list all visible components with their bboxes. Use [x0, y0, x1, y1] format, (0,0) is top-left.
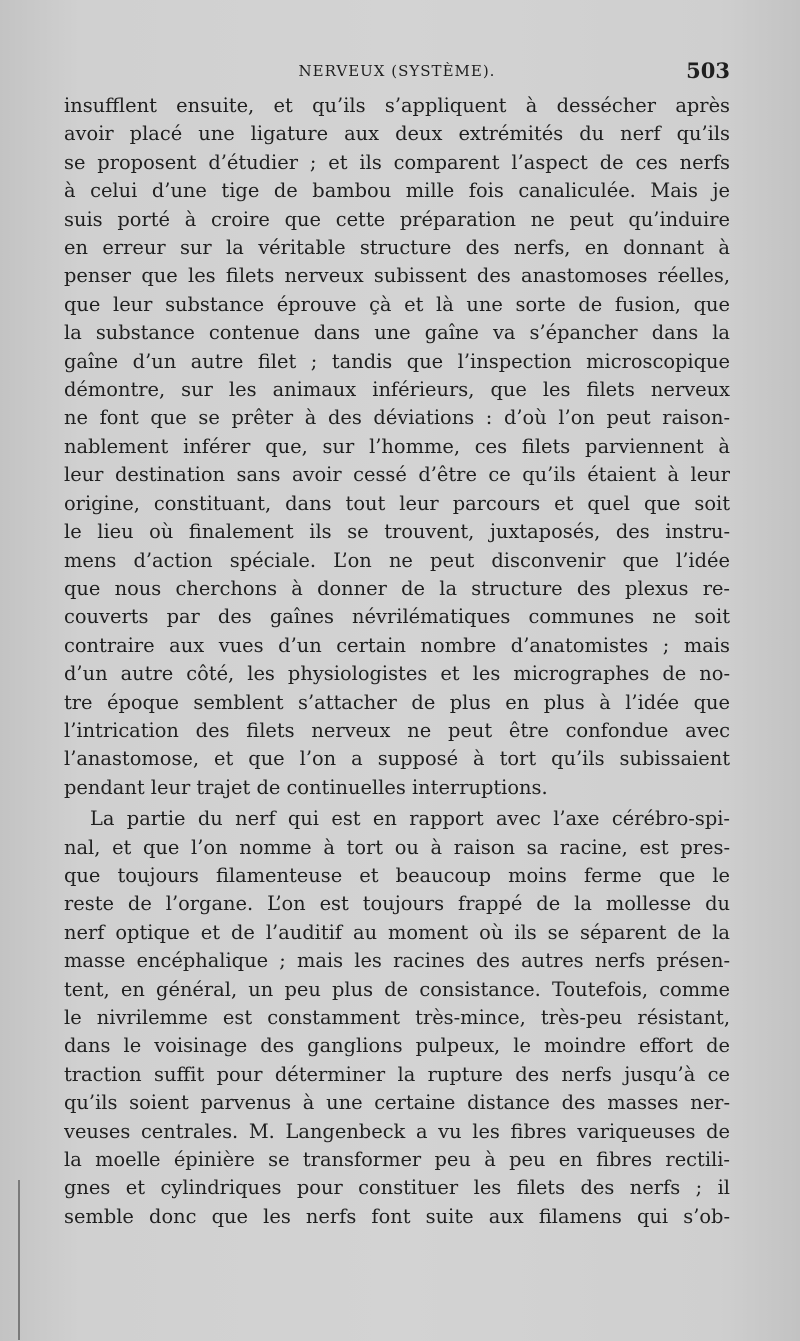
text-line: l’anastomose, et que l’on a supposé à tort qu’ils subissaient: [64, 747, 730, 771]
text-line: suis porté à croire que cette préparation ne peut qu’induire: [64, 207, 730, 231]
text-line: avoir placé une ligature aux deux extrémités du nerf qu’ils: [64, 122, 730, 146]
text-line: tent, en général, un peu plus de consistance. Toutefois, comme: [64, 977, 730, 1001]
text-line: le lieu où finalement ils se trouvent, juxtaposés, des instru-: [64, 520, 730, 544]
text-line: la moelle épinière se transformer peu à peu en fibres rectili-: [64, 1148, 730, 1172]
text-line: que nous cherchons à donner de la structure des plexus re-: [64, 576, 730, 600]
text-line: d’un autre côté, les physiologistes et les micrographes de no-: [64, 662, 730, 686]
text-line: traction suffit pour déterminer la rupture des nerfs jusqu’à ce: [64, 1062, 730, 1086]
text-line: nerf optique et de l’auditif au moment où ils se séparent de la: [64, 920, 730, 944]
text-line: tre époque semblent s’attacher de plus en plus à l’idée que: [64, 690, 730, 714]
text-line: origine, constituant, dans tout leur parcours et quel que soit: [64, 491, 730, 515]
text-line: le nivrilemme est constamment très-mince, très-peu résistant,: [64, 1006, 730, 1029]
text-line: se proposent d’étudier ; et ils comparent l’aspect de ces nerfs: [64, 150, 730, 174]
text-line: la substance contenue dans une gaîne va s’épancher dans la: [64, 321, 730, 345]
text-line: démontre, sur les animaux inférieurs, que les filets nerveux: [64, 378, 730, 402]
text-line: que leur substance éprouve çà et là une sorte de fusion, que: [64, 292, 730, 316]
paragraph-2: [64, 805, 730, 1231]
text-line: insufflent ensuite, et qu’ils s’appliquent à dessécher après: [64, 94, 730, 117]
text-line: l’intrication des filets nerveux ne peut être confondue avec: [64, 718, 730, 742]
text-line: couverts par des gaînes névrilématiques communes ne soit: [64, 605, 730, 629]
text-line: gaîne d’un autre filet ; tandis que l’inspection microscopique: [64, 349, 730, 373]
text-line: semble donc que les nerfs font suite aux filamens qui s’ob-: [64, 1204, 730, 1228]
text-line: mens d’action spéciale. L’on ne peut disconvenir que l’idée: [64, 548, 730, 572]
margin-rule: [18, 1180, 20, 1340]
page-header: [64, 58, 730, 88]
text-line: dans le voisinage des ganglions pulpeux, le moindre effort de: [64, 1034, 730, 1058]
text-line: nal, et que l’on nomme à tort ou à raison sa racine, est pres-: [64, 835, 730, 859]
running-title: NERVEUX (SYSTÈME).: [298, 62, 496, 80]
text-line: ne font que se prêter à des déviations : d’où l’on peut raison-: [64, 406, 730, 430]
text-line: à celui d’une tige de bambou mille fois canaliculée. Mais je: [64, 179, 730, 203]
paragraph-1: [64, 92, 730, 802]
text-line: masse encéphalique ; mais les racines des autres nerfs présen-: [64, 949, 730, 973]
text-line: que toujours filamenteuse et beaucoup moins ferme que le: [64, 863, 730, 887]
text-line: nablement inférer que, sur l’homme, ces filets parviennent à: [64, 434, 730, 458]
text-line: en erreur sur la véritable structure des nerfs, en donnant à: [64, 236, 730, 260]
text-line: penser que les filets nerveux subissent des anastomoses réelles,: [64, 264, 730, 288]
text-line: pendant leur trajet de continuelles interruptions.: [64, 775, 548, 799]
text-line: leur destination sans avoir cessé d’être ce qu’ils étaient à leur: [64, 463, 730, 487]
text-line: reste de l’organe. L’on est toujours frappé de la mollesse du: [64, 892, 730, 916]
page-number: 503: [686, 58, 730, 83]
text-line: La partie du nerf qui est en rapport avec l’axe cérébro-spi-: [90, 807, 730, 831]
body-text: [64, 92, 730, 1231]
text-line: qu’ils soient parvenus à une certaine distance des masses ner-: [64, 1091, 730, 1115]
text-line: contraire aux vues d’un certain nombre d’anatomistes ; mais: [64, 633, 730, 657]
text-line: gnes et cylindriques pour constituer les filets des nerfs ; il: [64, 1176, 730, 1200]
text-line: veuses centrales. M. Langenbeck a vu les fibres variqueuses de: [64, 1119, 730, 1143]
